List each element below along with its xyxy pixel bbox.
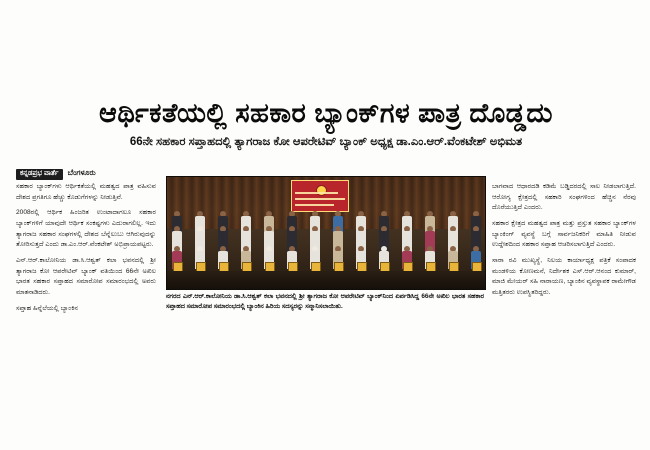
- person-seated: [194, 246, 205, 272]
- paragraph: 2008ರಲ್ಲಿ ಆರ್ಥಿಕ ಹಿಂಜರಿತ ಉಂಟಾದಾಗಲೂ ಸಹಕಾರ ಬ್ಯಾಂಕ್‌ಗಳಿಗೆ ಯಾವುದೇ ಆರ್ಥಿಕ ಸಂಕಷ್ಟಗಳು ಎದುರಾಗಲಿಲ್ಲ. ಇದು ತ್ಯಾಗರಾಜ ಸಹಕಾರ ಸಂಘಗಳಲ್ಲಿ ದೇಶದ ಬೆನ್ನೆಲುಬು ಆಗಿರುವುದನ್ನು ತೋರಿಸುತ್ತದೆ ಎಂದು ಡಾ.ಎಂ.ಆರ್.ವೆಂಕಟೇಶ್ ಅಭಿಪ್ರಾಯಪಟ್ಟರು.: [16, 209, 156, 249]
- page-title: ಆರ್ಥಿಕತೆಯಲ್ಲಿ ಸಹಕಾರ ಬ್ಯಾಂಕ್‌ಗಳ ಪಾತ್ರ ದೊಡ್ಡದು: [99, 98, 553, 128]
- article-column-left: [16, 182, 156, 319]
- article-column-right: [492, 182, 636, 304]
- photo-stage-floor: [167, 271, 485, 289]
- banner-text-line: [295, 204, 334, 206]
- person-seated: [447, 246, 458, 272]
- paragraph: ಬಾಗವಾದ ಆಧಾರದಡಿ ಕಡಿಮೆ ಬಡ್ಡಿದರದಲ್ಲಿ ಸಾಲ ನೀಡಲಾಗುತ್ತಿದೆ. ಆರೋಗ್ಯ ಕ್ಷೇತ್ರದಲ್ಲಿ ಸಹಕಾರಿ ಸಂಘಗಳಿಂದ ಹೆಚ್ಚಿನ ನೆರವು ದೊರೆಯುತ್ತಿದೆ ಎಂದರು.: [492, 183, 636, 212]
- banner-emblem-icon: [316, 185, 327, 196]
- person-seated: [171, 246, 182, 272]
- person-seated: [217, 246, 228, 272]
- banner-text-line: [295, 198, 345, 200]
- paragraph: ಸಹಕಾರ ಬ್ಯಾಂಕ್‌ಗಳು ಆರ್ಥಿಕತೆಯಲ್ಲಿ ಮಹತ್ವದ ಪಾತ್ರ ವಹಿಸುವ ದೇಶದ ಪ್ರಗತಿಗೂ ಹೆಚ್ಚು ಕೊಡುಗೆಗಳನ್ನು ನೀಡುತ್ತಿವೆ.: [16, 183, 156, 201]
- paragraph: ಸಾರಾ ರವಿ ಮುಖ್ಯಸ್ಥೆ, ನಿಲಯ ಕಾರ್ಯಾಧ್ಯಕ್ಷ ಪತ್ರಿಕೆ ಸಂಪಾದಕ ಮಂಡಳಿಯ ಕೋಣಮನೆ, ನಿರ್ದೇಶಕ ಎಸ್.ಆರ್.ಆನಂದ ಕುಮಾರ್, ಮಾಜಿ ಮೇಯರ್ ಸಹಿ ನಾರಾಯಣ, ಬ್ಯಾಂಕಿನ ವ್ಯವಸ್ಥಾಪಕ ರಾಮೇಗೌಡ ಮತ್ತಿತರರು ಉಪಸ್ಥಿತರಿದ್ದರು.: [492, 257, 636, 297]
- photo-caption: ನಗರದ ಎನ್.ಆರ್.ಕಾಲೋನಿಯ ಡಾ.ಸಿ.ಆಶ್ವತ್ ಕಲಾ ಭವನದಲ್ಲಿ ಶ್ರೀ ತ್ಯಾಗರಾಜ ಕೋ ಆಪರೇಟಿವ್ ಬ್ಯಾಂಕ್‌ನಿಂದ ಏರ್ಪಡಿಸಿದ್ದ 66ನೇ ಅಖಿಲ ಭಾರತ ಸಹಕಾರ ಸಪ್ತಾಹದ ಸಮಾರೋಪ ಸಮಾರಂಭದಲ್ಲಿ ಬ್ಯಾಂಕಿನ ಹಿರಿಯ ಸದಸ್ಯರನ್ನು ಸನ್ಮಾನಿಸಲಾಯಿತು.: [166, 293, 484, 311]
- photo-row-front: [171, 246, 481, 272]
- paragraph: ಸಪ್ತಾಹ ಹಿನ್ನೆಲೆಯಲ್ಲಿ ಬ್ಯಾಂಕಿನ: [16, 304, 78, 312]
- person-seated: [378, 246, 389, 272]
- paragraph: ಎನ್.ಆರ್.ಕಾಲೋನಿಯ ಡಾ.ಸಿ.ಆಶ್ವತ್ ಕಲಾ ಭವನದಲ್ಲಿ ಶ್ರೀ ತ್ಯಾಗರಾಜ ಕೋ ಆಪರೇಟಿವ್ ಬ್ಯಾಂಕ್ ವತಿಯಿಂದ 66ನೇ ಅಖಿಲ ಭಾರತ ಸಹಕಾರ ಸಪ್ತಾಹದ ಸಮಾರೋಪ ಸಮಾರಂಭದಲ್ಲಿ ಅವರು ಮಾತನಾಡಿದರು.: [16, 257, 156, 297]
- paragraph: ಸಹಕಾರ ಕ್ಷೇತ್ರದ ಮಹತ್ವದ ಪಾತ್ರ ಮತ್ತು ಪ್ರಸ್ತುತ ಸಹಕಾರ ಬ್ಯಾಂಕ್‌ಗಳ ಬ್ಯಾಂಕಿಂಗ್ ವ್ಯವಸ್ಥೆ ಬಗ್ಗೆ ಸಾರ್ವಜನಿಕರಿಗೆ ಮಾಹಿತಿ ನೀಡುವ ಉದ್ದೇಶದಿಂದ ಸಹಕಾರ ಸಪ್ತಾಹ ಆಚರಿಸಲಾಗುತ್ತಿದೆ ಎಂದರು.: [492, 220, 636, 249]
- person-seated: [332, 246, 343, 272]
- event-banner: [291, 180, 349, 212]
- byline: [16, 168, 96, 180]
- person-seated: [263, 246, 274, 272]
- person-seated: [470, 246, 481, 272]
- person-seated: [355, 246, 366, 272]
- banner-text-line: [295, 192, 338, 194]
- person-seated: [401, 246, 412, 272]
- person-seated: [309, 246, 320, 272]
- byline-badge: ಕನ್ನಡಪ್ರಭ ವಾರ್ತೆ: [16, 169, 63, 180]
- subheadline: 66ನೇ ಸಹಕಾರ ಸಪ್ತಾಹದಲ್ಲಿ ತ್ಯಾಗರಾಜ ಕೋ ಆಪರೇಟಿವ್ ಬ್ಯಾಂಕ್ ಅಧ್ಯಕ್ಷ ಡಾ.ಎಂ.ಆರ್.ವೆಂಕಟೇಶ್ ಅಭಿಮತ: [129, 136, 523, 148]
- person-seated: [286, 246, 297, 272]
- article-photo: [166, 176, 486, 290]
- person-seated: [240, 246, 251, 272]
- person-seated: [424, 246, 435, 272]
- byline-place: ಬೆಂಗಳೂರು: [67, 168, 96, 177]
